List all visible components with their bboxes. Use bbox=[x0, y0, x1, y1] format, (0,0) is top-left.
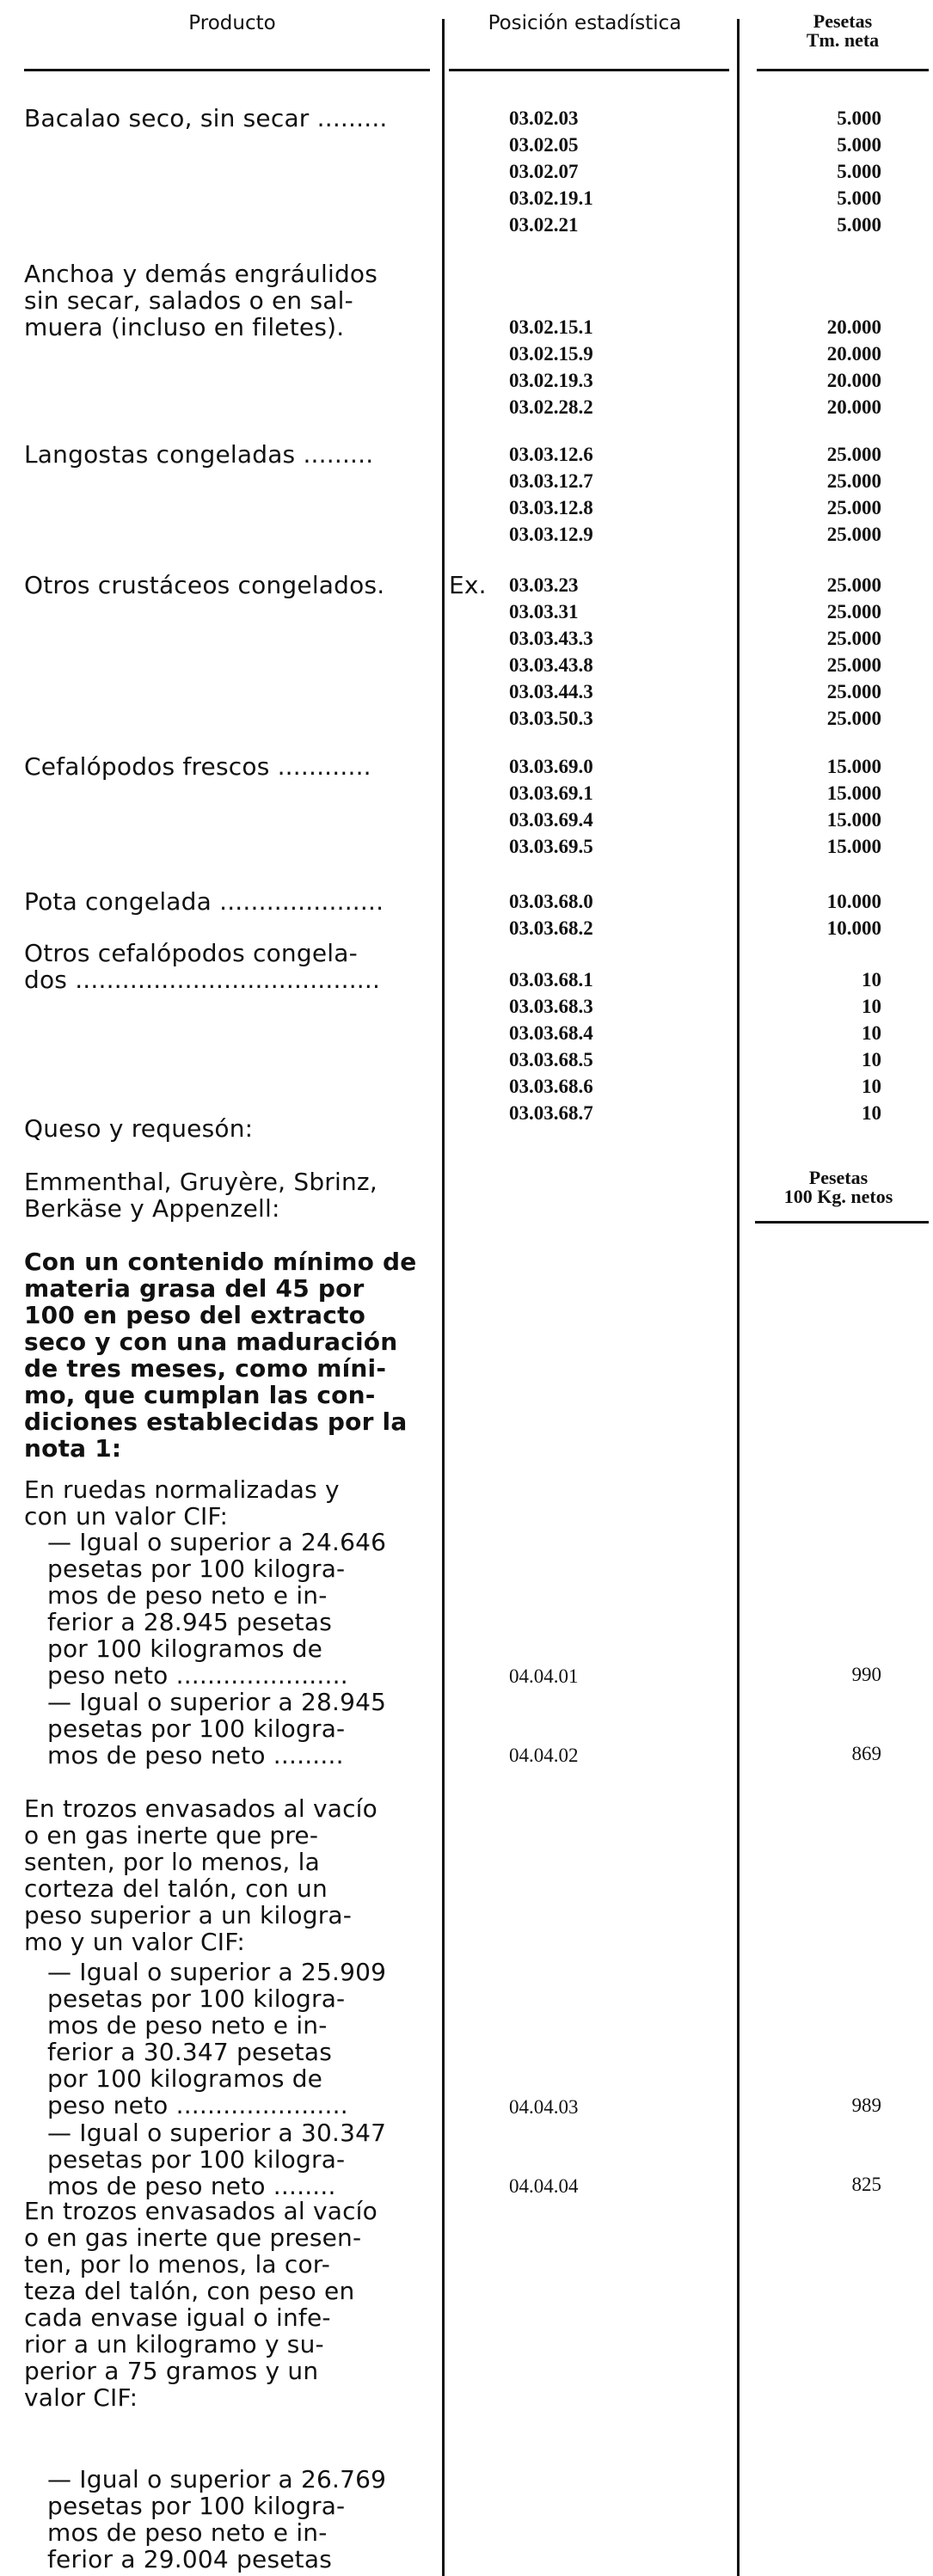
price-value: 5.000 bbox=[837, 107, 881, 129]
text-line: — Igual o superior a 30.347 bbox=[47, 2119, 387, 2147]
tariff-code: 03.03.68.7 bbox=[509, 1102, 593, 1124]
text-line: mos de peso neto ........ bbox=[47, 2172, 336, 2200]
product-name: sin secar, salados o en sal- bbox=[24, 286, 353, 315]
product-name: Bacalao seco, sin secar ......... bbox=[24, 104, 388, 132]
tariff-code: 03.03.69.1 bbox=[509, 782, 593, 804]
tariff-code: 03.03.44.3 bbox=[509, 681, 593, 702]
text-line: rior a un kilogramo y su- bbox=[24, 2330, 324, 2358]
product-name: Langostas congeladas ......... bbox=[24, 440, 374, 469]
tariff-code: 03.03.68.0 bbox=[509, 891, 593, 912]
tariff-code: 03.02.21 bbox=[509, 214, 579, 236]
product-name: dos ....................................... bbox=[24, 966, 381, 994]
ex-prefix: Ex. bbox=[449, 571, 487, 599]
text-line: materia grasa del 45 por bbox=[24, 1274, 365, 1303]
price-value: 25.000 bbox=[826, 574, 881, 596]
cheese-header-pesetas: Pesetas bbox=[808, 1167, 869, 1188]
price-value: 5.000 bbox=[837, 214, 881, 236]
tariff-code: 03.02.15.9 bbox=[509, 343, 593, 365]
price-value: 25.000 bbox=[826, 681, 881, 702]
product-name: Pota congelada ..................... bbox=[24, 887, 384, 916]
text-line: Con un contenido mínimo de bbox=[24, 1248, 417, 1276]
text-line: pesetas por 100 kilogra- bbox=[47, 1984, 346, 2013]
tariff-code: 03.03.23 bbox=[509, 574, 579, 596]
price-value: 825 bbox=[851, 2174, 881, 2195]
text-line: — Igual o superior a 25.909 bbox=[47, 1958, 387, 1986]
tariff-code: 03.03.68.4 bbox=[509, 1022, 593, 1044]
text-line: ten, por lo menos, la cor- bbox=[24, 2250, 331, 2279]
price-value: 25.000 bbox=[826, 444, 881, 465]
text-line: mo, que cumplan las con- bbox=[24, 1381, 376, 1409]
tariff-code: 03.02.19.1 bbox=[509, 187, 593, 209]
tariff-code: 03.03.43.3 bbox=[509, 628, 593, 649]
tariff-code: 03.03.69.0 bbox=[509, 756, 593, 777]
queso-heading: Queso y requesón: bbox=[24, 1114, 254, 1143]
text-line: mos de peso neto e in- bbox=[47, 1581, 328, 1610]
price-value: 989 bbox=[851, 2095, 881, 2116]
text-line: cada envase igual o infe- bbox=[24, 2303, 331, 2332]
tariff-code: 03.03.68.1 bbox=[509, 969, 593, 991]
price-value: 10 bbox=[862, 1102, 881, 1124]
price-value: 5.000 bbox=[837, 134, 881, 156]
tariff-code: 03.03.69.4 bbox=[509, 809, 593, 831]
text-line: ferior a 30.347 pesetas bbox=[47, 2038, 332, 2066]
text-line: por 100 kilogramos de bbox=[47, 2064, 323, 2093]
price-value: 20.000 bbox=[826, 370, 881, 391]
tariff-code: 03.02.28.2 bbox=[509, 396, 593, 418]
text-line: mos de peso neto e in- bbox=[47, 2518, 328, 2547]
tariff-code: 03.03.12.8 bbox=[509, 497, 593, 518]
text-line: — Igual o superior a 28.945 bbox=[47, 1688, 387, 1716]
price-value: 15.000 bbox=[826, 809, 881, 831]
text-line: con un valor CIF: bbox=[24, 1502, 229, 1530]
tariff-code: 03.02.03 bbox=[509, 107, 579, 129]
tariff-code: 04.04.01 bbox=[509, 1665, 579, 1687]
tariff-code: 03.03.31 bbox=[509, 601, 579, 623]
cheese-header-unit: 100 Kg. netos bbox=[783, 1186, 893, 1207]
tariff-code: 03.03.68.3 bbox=[509, 996, 593, 1017]
header-unit: Tm. neta bbox=[806, 29, 880, 51]
price-value: 5.000 bbox=[837, 161, 881, 182]
text-line: ferior a 28.945 pesetas bbox=[47, 1608, 332, 1636]
text-line: teza del talón, con peso en bbox=[24, 2277, 355, 2305]
price-value: 10 bbox=[862, 969, 881, 991]
text-line: corteza del talón, con un bbox=[24, 1874, 328, 1903]
price-value: 25.000 bbox=[826, 654, 881, 676]
text-line: pesetas por 100 kilogra- bbox=[47, 1714, 346, 1743]
cheese-header-rule bbox=[755, 1221, 929, 1224]
text-line: Emmenthal, Gruyère, Sbrinz, bbox=[24, 1168, 377, 1196]
tariff-code: 03.02.07 bbox=[509, 161, 579, 182]
price-value: 25.000 bbox=[826, 497, 881, 518]
text-line: — Igual o superior a 24.646 bbox=[47, 1528, 387, 1556]
price-value: 25.000 bbox=[826, 601, 881, 623]
tariff-code: 04.04.03 bbox=[509, 2096, 579, 2118]
tariff-code: 03.03.12.7 bbox=[509, 470, 593, 492]
price-value: 20.000 bbox=[826, 396, 881, 418]
text-line: o en gas inerte que pre- bbox=[24, 1821, 319, 1849]
price-value: 10 bbox=[862, 996, 881, 1017]
price-value: 25.000 bbox=[826, 524, 881, 545]
tariff-code: 03.03.68.6 bbox=[509, 1076, 593, 1097]
text-line: En trozos envasados al vacío bbox=[24, 1794, 377, 1823]
text-line: pesetas por 100 kilogra- bbox=[47, 1555, 346, 1583]
price-value: 25.000 bbox=[826, 628, 881, 649]
tariff-code: 03.03.50.3 bbox=[509, 708, 593, 729]
header-rule-posicion bbox=[449, 69, 729, 71]
price-value: 10.000 bbox=[826, 917, 881, 939]
header-rule-pesetas bbox=[757, 69, 929, 71]
tariff-code: 03.03.68.5 bbox=[509, 1049, 593, 1070]
price-value: 10 bbox=[862, 1076, 881, 1097]
tariff-code: 03.02.15.1 bbox=[509, 316, 593, 338]
text-line: seco y con una maduración bbox=[24, 1328, 398, 1356]
price-value: 20.000 bbox=[826, 343, 881, 365]
text-line: pesetas por 100 kilogra- bbox=[47, 2145, 346, 2174]
header-posicion: Posición estadística bbox=[488, 12, 682, 34]
tariff-code: 03.02.19.3 bbox=[509, 370, 593, 391]
price-value: 20.000 bbox=[826, 316, 881, 338]
text-line: mos de peso neto ......... bbox=[47, 1741, 344, 1769]
price-value: 869 bbox=[851, 1743, 881, 1764]
price-value: 10.000 bbox=[826, 891, 881, 912]
product-name: muera (incluso en filetes). bbox=[24, 313, 345, 341]
text-line: de tres meses, como míni- bbox=[24, 1354, 387, 1383]
tariff-code: 03.03.12.6 bbox=[509, 444, 593, 465]
price-value: 990 bbox=[851, 1664, 881, 1685]
text-line: Berkäse y Appenzell: bbox=[24, 1194, 280, 1223]
text-line: En ruedas normalizadas y bbox=[24, 1475, 340, 1504]
text-line: por 100 kilogramos de bbox=[47, 1635, 323, 1663]
tariff-code: 04.04.02 bbox=[509, 1745, 579, 1766]
product-name: Otros crustáceos congelados. bbox=[24, 571, 385, 599]
text-line: nota 1: bbox=[24, 1434, 122, 1463]
price-value: 10 bbox=[862, 1049, 881, 1070]
text-line: perior a 75 gramos y un bbox=[24, 2357, 319, 2385]
text-line: pesetas por 100 kilogra- bbox=[47, 2492, 346, 2520]
header-producto: Producto bbox=[188, 12, 276, 34]
price-value: 25.000 bbox=[826, 708, 881, 729]
price-value: 15.000 bbox=[826, 782, 881, 804]
text-line: En trozos envasados al vacío bbox=[24, 2197, 377, 2225]
column-divider-right bbox=[737, 19, 740, 2576]
header-pesetas: Pesetas bbox=[813, 10, 873, 32]
price-value: 15.000 bbox=[826, 836, 881, 857]
product-name: Cefalópodos frescos ............ bbox=[24, 752, 371, 781]
text-line: o en gas inerte que presen- bbox=[24, 2223, 362, 2252]
text-line: — Igual o superior a 26.769 bbox=[47, 2465, 387, 2493]
text-line: ferior a 29.004 pesetas bbox=[47, 2545, 332, 2573]
text-line: peso superior a un kilogra- bbox=[24, 1901, 353, 1929]
tariff-code: 03.02.05 bbox=[509, 134, 579, 156]
product-name: Otros cefalópodos congela- bbox=[24, 939, 358, 967]
price-value: 5.000 bbox=[837, 187, 881, 209]
tariff-code: 04.04.04 bbox=[509, 2175, 579, 2197]
price-value: 15.000 bbox=[826, 756, 881, 777]
text-line: peso neto ...................... bbox=[47, 2091, 348, 2119]
text-line: valor CIF: bbox=[24, 2383, 138, 2412]
text-line: senten, por lo menos, la bbox=[24, 1848, 320, 1876]
header-rule-producto bbox=[24, 69, 430, 71]
price-value: 10 bbox=[862, 1022, 881, 1044]
tariff-code: 03.03.69.5 bbox=[509, 836, 593, 857]
tariff-code: 03.03.68.2 bbox=[509, 917, 593, 939]
text-line: mo y un valor CIF: bbox=[24, 1928, 245, 1956]
tariff-code: 03.03.43.8 bbox=[509, 654, 593, 676]
tariff-code: 03.03.12.9 bbox=[509, 524, 593, 545]
text-line: mos de peso neto e in- bbox=[47, 2011, 328, 2039]
product-name: Anchoa y demás engráulidos bbox=[24, 260, 378, 288]
text-line: 100 en peso del extracto bbox=[24, 1301, 366, 1329]
price-value: 25.000 bbox=[826, 470, 881, 492]
text-line: diciones establecidas por la bbox=[24, 1408, 408, 1436]
text-line: peso neto ...................... bbox=[47, 1661, 348, 1690]
column-divider-left bbox=[442, 19, 445, 2576]
